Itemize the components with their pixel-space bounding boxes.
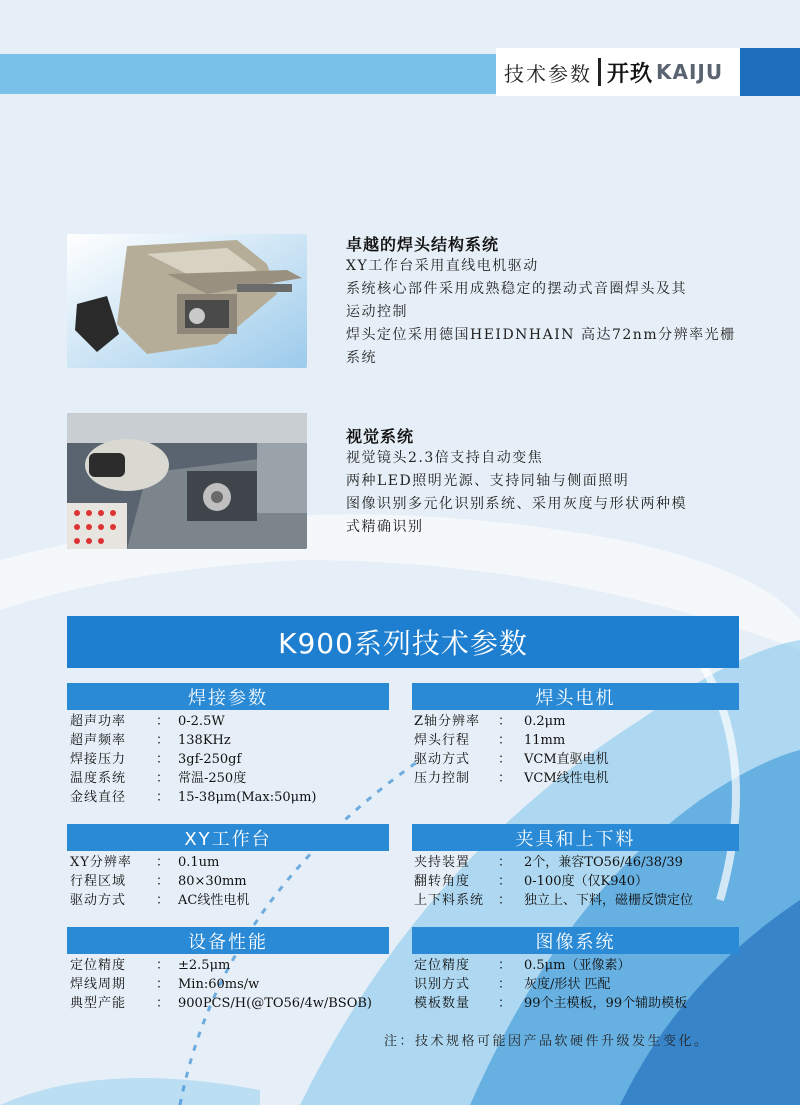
spec-row: 焊线周期 ： Min:60ms/w <box>70 977 260 992</box>
section-header-bondhead-motor: 焊头电机 <box>412 683 739 710</box>
spec-row: 定位精度 ： ±2.5μm <box>70 958 231 973</box>
spec-row: 夹持装置 ： 2个，兼容TO56/46/38/39 <box>414 855 683 870</box>
spec-row: Z轴分辨率 ： 0.2μm <box>414 714 566 729</box>
feature-line: 运动控制 <box>346 304 408 320</box>
bond-head-photo <box>67 234 307 368</box>
spec-table-fixture-loading <box>414 853 739 910</box>
header-separator <box>598 58 601 86</box>
feature-line: 系统核心部件采用成熟稳定的摆动式音圈焊头及其 <box>346 281 687 297</box>
vision-system-photo <box>67 413 307 549</box>
spec-row: 翻转角度 ： 0-100度（仅K940） <box>414 874 649 889</box>
spec-row: XY分辨率 ： 0.1um <box>70 855 220 870</box>
spec-row: 驱动方式 ： AC线性电机 <box>70 893 250 908</box>
section-header-welding: 焊接参数 <box>67 683 389 710</box>
spec-row: 金线直径 ： 15-38μm(Max:50μm) <box>70 790 317 805</box>
feature-line: 图像识别多元化识别系统、采用灰度与形状两种模 <box>346 496 687 512</box>
feature-line: 视觉镜头2.3倍支持自动变焦 <box>346 450 544 466</box>
header-section-title: 技术参数 <box>504 61 592 86</box>
feature-line: 两种LED照明光源、支持同轴与侧面照明 <box>346 473 630 489</box>
header-label-box <box>496 48 740 96</box>
feature-line: 焊头定位采用德国HEIDNHAIN 高达72nm分辨率光栅 <box>346 327 736 343</box>
feature-title-vision: 视觉系统 <box>346 427 415 446</box>
feature-title-bond-head: 卓越的焊头结构系统 <box>346 235 500 254</box>
spec-title: K900系列技术参数 <box>278 627 528 660</box>
spec-table-performance <box>70 956 390 1013</box>
spec-table-image-system <box>414 956 739 1013</box>
spec-row: 定位精度 ： 0.5μm（亚像素） <box>414 958 631 973</box>
brand-logo-en: KAIJU <box>656 60 724 84</box>
brand-logo-cn: 开玖 <box>607 61 654 87</box>
feature-line: 式精确识别 <box>346 519 424 535</box>
spec-row: 上下料系统 ： 独立上、下料，磁栅反馈定位 <box>414 893 694 908</box>
spec-row: 典型产能 ： 900PCS/H(@TO56/4w/BSOB) <box>70 996 372 1011</box>
section-header-image-system: 图像系统 <box>412 927 739 954</box>
spec-row: 识别方式 ： 灰度/形状 匹配 <box>414 977 611 992</box>
spec-row: 焊头行程 ： 11mm <box>414 733 566 748</box>
feature-line: 系统 <box>346 350 377 366</box>
spec-row: 超声功率 ： 0-2.5W <box>70 714 225 729</box>
spec-table-welding <box>70 712 390 807</box>
spec-row: 模板数量 ： 99个主模板，99个辅助模板 <box>414 996 688 1011</box>
spec-row: 温度系统 ： 常温-250度 <box>70 771 247 786</box>
spec-table-xy-table <box>70 853 390 910</box>
section-header-performance: 设备性能 <box>67 927 389 954</box>
header-accent-block <box>740 48 800 96</box>
spec-table-bondhead-motor <box>414 712 739 788</box>
spec-row: 驱动方式 ： VCM直驱电机 <box>414 752 609 767</box>
spec-row: 压力控制 ： VCM线性电机 <box>414 771 609 786</box>
feature-line: XY工作台采用直线电机驱动 <box>346 258 539 274</box>
section-header-fixture-loading: 夹具和上下料 <box>412 824 739 851</box>
spec-row: 超声频率 ： 138KHz <box>70 733 231 748</box>
section-header-xy-table: XY工作台 <box>67 824 389 851</box>
spec-title-bar <box>67 616 739 668</box>
spec-row: 焊接压力 ： 3gf-250gf <box>70 752 242 767</box>
spec-footnote: 注：技术规格可能因产品软硬件升级发生变化。 <box>384 1034 710 1049</box>
spec-row: 行程区域 ： 80×30mm <box>70 874 247 889</box>
